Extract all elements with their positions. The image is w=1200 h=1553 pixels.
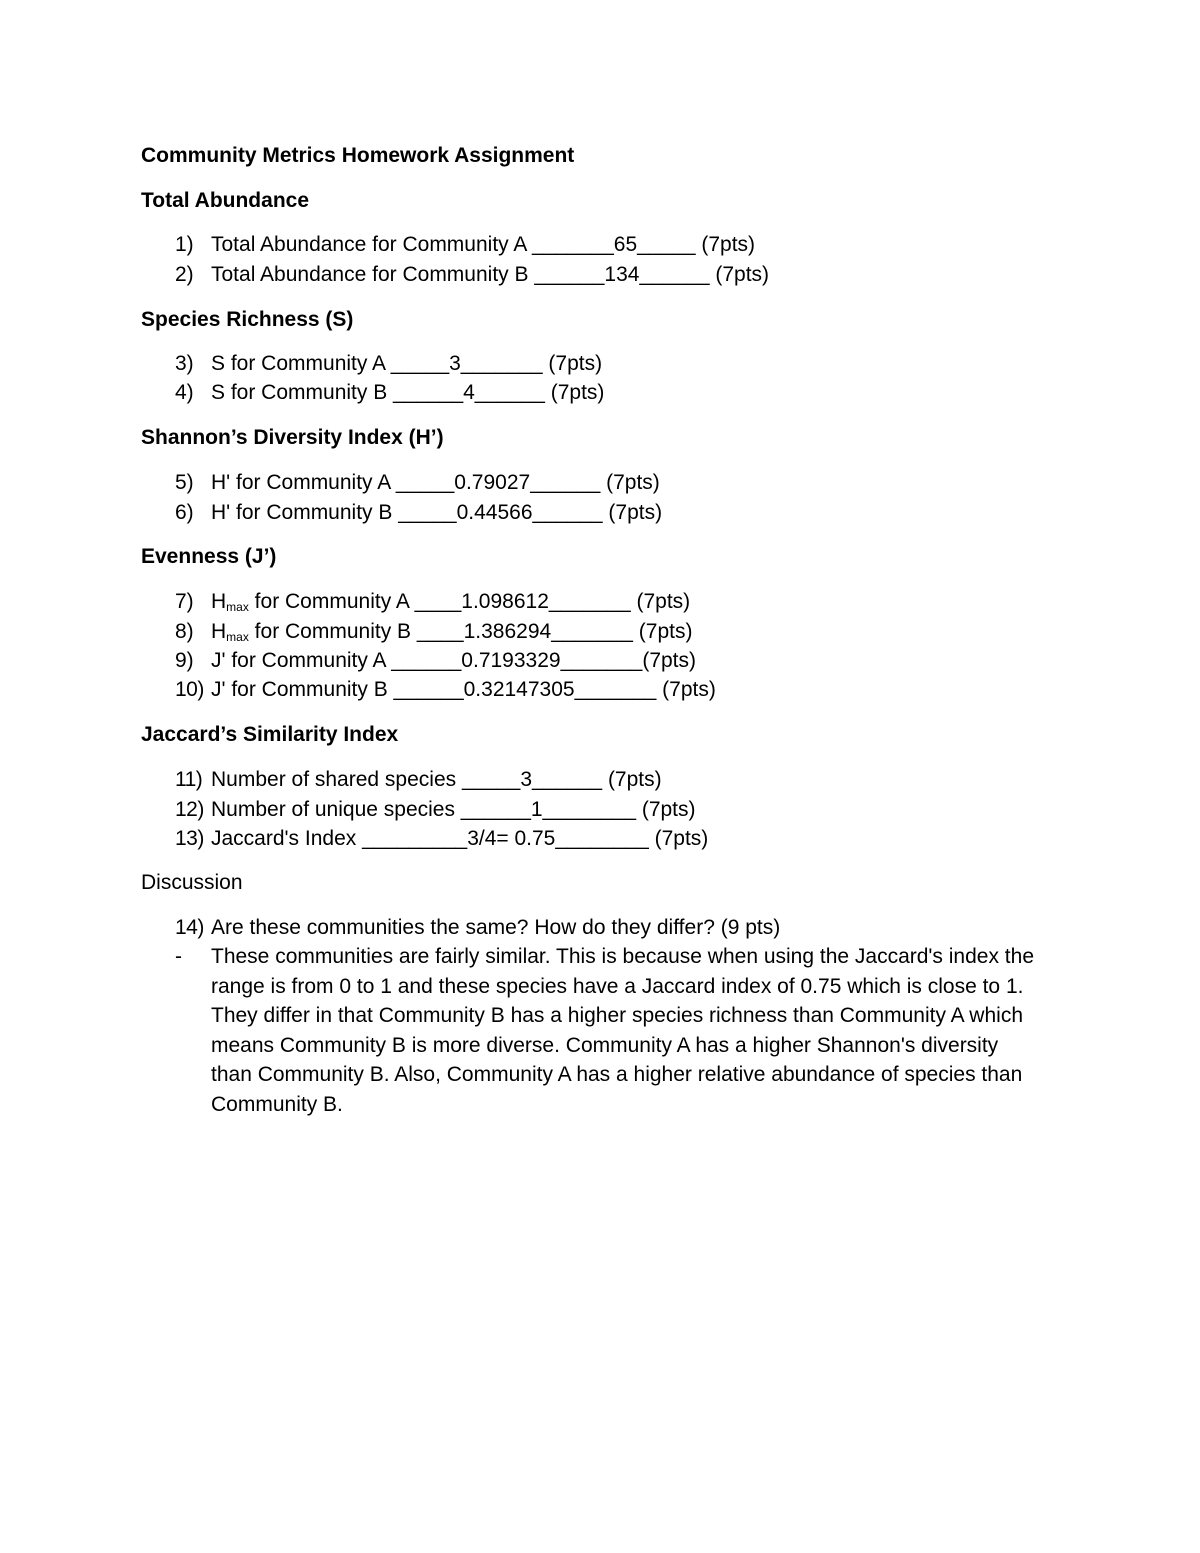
question-text: for Community A ____1.098612_______ (7pts) <box>248 590 691 613</box>
max-subscript: max <box>226 630 249 644</box>
question-2 <box>175 262 769 288</box>
question-text: S for Community A _____3_______ (7pts) <box>211 352 603 375</box>
question-number: 6) <box>175 501 194 524</box>
question-text: H' for Community A _____0.79027______ (7pts) <box>211 471 660 494</box>
question-text: H' for Community B _____0.44566______ (7pts) <box>211 501 663 524</box>
question-text: Total Abundance for Community B ______134______ (7pts) <box>211 263 770 286</box>
question-4 <box>175 380 604 406</box>
question-text: Are these communities the same? How do they differ? (9 pts) <box>211 916 781 939</box>
heading-total-abundance: Total Abundance <box>141 189 309 212</box>
question-text: S for Community B ______4______ (7pts) <box>211 381 605 404</box>
question-3 <box>175 351 602 377</box>
question-text: Number of shared species _____3______ (7pts) <box>211 768 662 791</box>
question-number: 5) <box>175 471 194 494</box>
question-8 <box>175 619 692 645</box>
heading-discussion: Discussion <box>141 871 243 894</box>
document-title: Community Metrics Homework Assignment <box>141 144 575 167</box>
h-symbol: H <box>211 590 227 613</box>
heading-species-richness: Species Richness (S) <box>141 308 354 331</box>
question-text: Total Abundance for Community A _______65_____ (7pts) <box>211 233 756 256</box>
question-12 <box>175 797 696 823</box>
question-13 <box>175 826 708 852</box>
question-number: 4) <box>175 381 194 404</box>
question-number: 7) <box>175 590 194 613</box>
question-9 <box>175 648 696 674</box>
question-1 <box>175 232 755 258</box>
question-5 <box>175 470 660 496</box>
question-number: 1) <box>175 233 194 256</box>
heading-shannon-diversity: Shannon’s Diversity Index (H’) <box>141 426 444 449</box>
question-11 <box>175 767 662 793</box>
question-number: 14) <box>175 916 204 939</box>
question-number: 3) <box>175 352 194 375</box>
max-subscript: max <box>226 600 249 614</box>
question-6 <box>175 500 662 526</box>
question-text: for Community B ____1.386294_______ (7pts) <box>248 620 693 643</box>
heading-jaccard: Jaccard’s Similarity Index <box>141 723 399 746</box>
discussion-answer: These communities are fairly similar. This is because when using the Jaccard's index the range is from 0 to 1 and these species have a Jaccard index of 0.75 which is close to 1. They differ in that Community B has a higher species richness than Community A which means Community B is more diverse. Community A has a higher Shannon's diversity than Community B. Also, Community A has a higher relative abundance of species than Community B. <box>211 945 1034 1116</box>
answer-bullet: - <box>175 945 182 968</box>
question-10 <box>175 677 716 703</box>
question-7 <box>175 589 690 615</box>
question-number: 2) <box>175 263 194 286</box>
question-number: 11) <box>175 768 203 791</box>
h-symbol: H <box>211 620 227 643</box>
question-number: 12) <box>175 798 204 821</box>
question-number: 13) <box>175 827 204 850</box>
question-14 <box>175 915 780 941</box>
question-number: 8) <box>175 620 194 643</box>
question-number: 10) <box>175 678 204 701</box>
question-text: J' for Community B ______0.32147305_______ (7pts) <box>211 678 716 701</box>
question-text: J' for Community A ______0.7193329_______(7pts) <box>211 649 697 672</box>
question-text: Number of unique species ______1________ (7pts) <box>211 798 696 821</box>
question-text: Jaccard's Index _________3/4= 0.75________ (7pts) <box>211 827 709 850</box>
heading-evenness: Evenness (J’) <box>141 545 277 568</box>
question-number: 9) <box>175 649 194 672</box>
